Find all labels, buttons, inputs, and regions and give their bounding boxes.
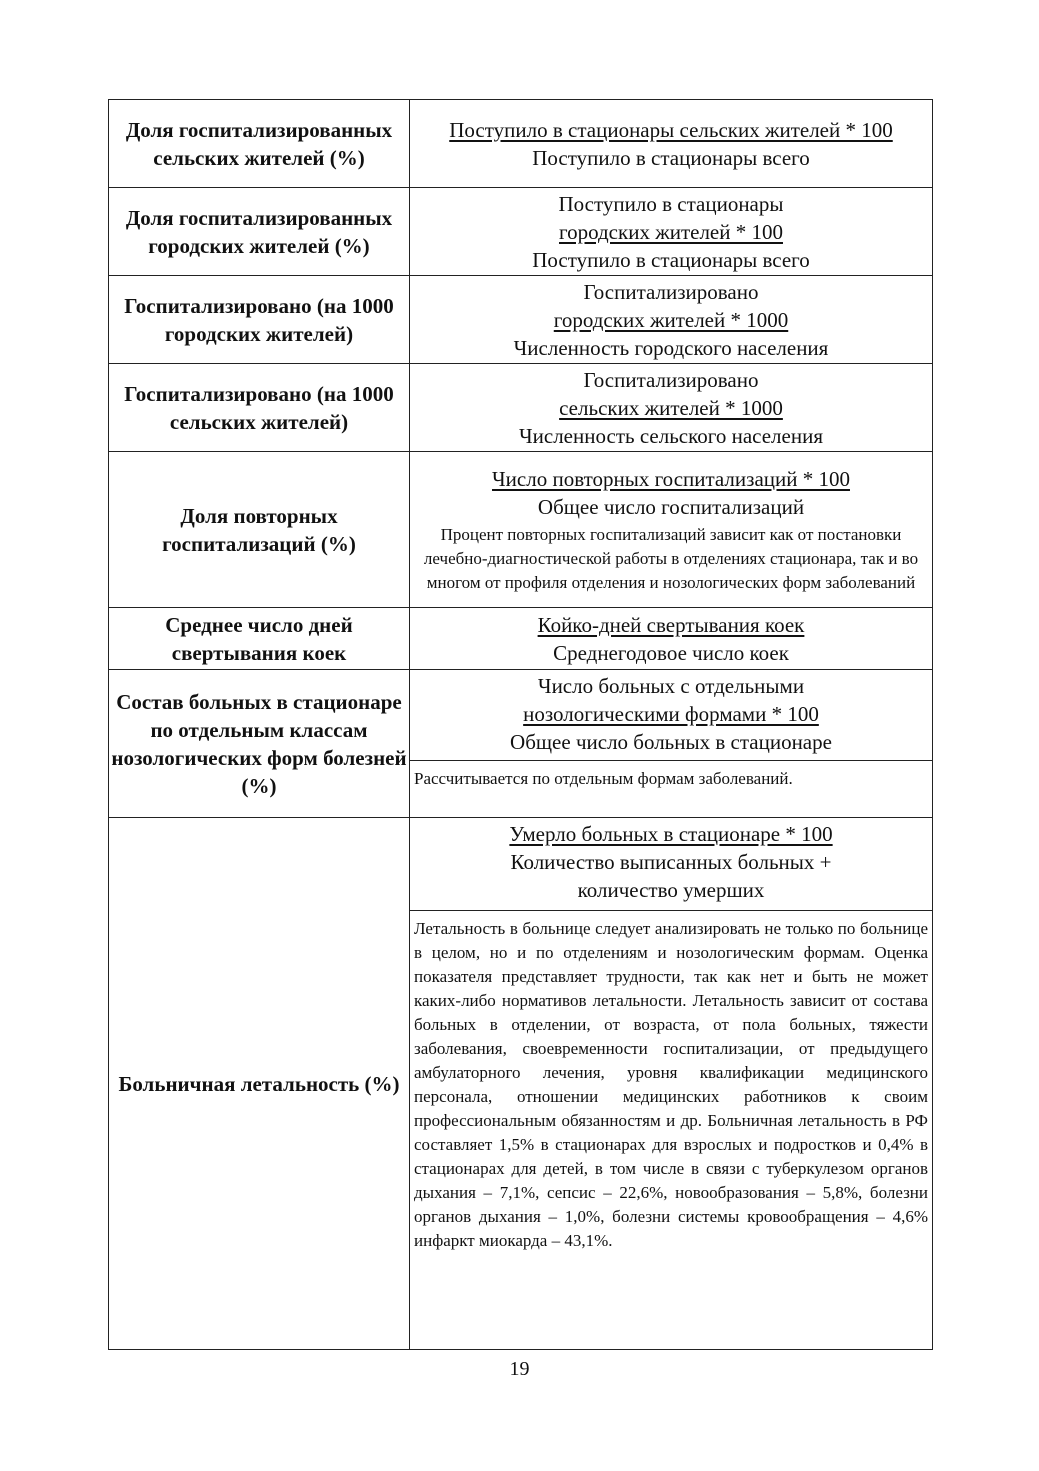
formula-numerator: Койко-дней свертывания коек: [537, 612, 805, 637]
table-row: [109, 364, 933, 452]
formula-cell: [410, 452, 933, 608]
formula-numerator: городских жителей * 1000: [553, 307, 789, 332]
formula-cell: [410, 276, 933, 364]
table-row: [109, 608, 933, 670]
indicators-table: [108, 99, 933, 1350]
formula-cell: [410, 364, 933, 452]
formula-pre: Госпитализировано: [583, 279, 759, 304]
formula-note: Процент повторных госпитализаций зависит как от постановки лечебно-диагностической работы в отделениях стационара, так и во многом от профиля отделения и нозологических форм заболеваний: [423, 524, 919, 592]
table-row: [109, 100, 933, 188]
formula-numerator: Число повторных госпитализаций * 100: [492, 466, 850, 491]
table-row: [109, 452, 933, 608]
formula-subnote: Рассчитывается по отдельным формам заболеваний.: [410, 760, 932, 807]
row-label: Госпитализировано (на 1000 городских жителей): [109, 276, 410, 364]
formula-numerator: сельских жителей * 1000: [559, 395, 783, 420]
formula-cell: [410, 188, 933, 276]
formula-subnote: Летальность в больнице следует анализировать не только по больнице в целом, но и по отделениям и нозологическим формам. Оценка показателя представляет трудности, так как нет и быть не может каких-либо нормативов летальности. Летальность зависит от состава больных в отделении, от возраста, от пола больных, тяжести заболевания, своевременности госпитализации, от предыдущего амбулаторного лечения, уровня квалификации медицинского персонала, отношении медицинских работников к своим профессиональным обязанностям и др. Больничная летальность в РФ составляет 1,5% в стационарах для взрослых и подростков и 0,4% в стационарах для детей, в том числе в связи с туберкулезом органов дыхания – 7,1%, сепсис – 22,6%, новообразования – 5,8%, болезни органов дыхания – 1,0%, болезни системы кровообращения – 4,6% инфаркт миокарда – 43,1%.: [410, 910, 932, 1263]
row-label: Доля госпитализированных городских жителей (%): [109, 188, 410, 276]
formula-denominator: Поступило в стационары всего: [532, 247, 810, 272]
formula-numerator: Умерло больных в стационаре * 100: [509, 822, 833, 846]
formula-pre: Госпитализировано: [583, 367, 759, 392]
formula-denominator: Общее число госпитализаций: [537, 494, 805, 519]
formula-cell: [410, 100, 933, 188]
formula-denominator: Поступило в стационары всего: [532, 145, 810, 170]
formula-cell: [410, 670, 933, 818]
formula-pre: Число больных с отдельными: [537, 674, 805, 698]
row-label: Доля госпитализированных сельских жителей (%): [109, 100, 410, 188]
formula-pre: Поступило в стационары: [558, 191, 784, 216]
row-label: Доля повторных госпитализаций (%): [109, 452, 410, 608]
formula-cell: [410, 608, 933, 670]
row-label: Больничная летальность (%): [109, 818, 410, 1350]
row-label: Госпитализировано (на 1000 сельских жителей): [109, 364, 410, 452]
page-number: 19: [509, 1358, 530, 1380]
formula-denominator: Численность городского населения: [513, 335, 829, 360]
table-row: [109, 818, 933, 1350]
row-label: Среднее число дней свертывания коек: [109, 608, 410, 670]
table-row: [109, 670, 933, 818]
formula-numerator: городских жителей * 100: [559, 219, 783, 244]
formula-numerator: Поступило в стационары сельских жителей * 100: [449, 117, 893, 142]
formula-numerator: нозологическими формами * 100: [523, 702, 819, 726]
table-row: [109, 276, 933, 364]
row-label: Состав больных в стационаре по отдельным классам нозологических форм болезней (%): [109, 670, 410, 818]
formula-cell: [410, 818, 933, 1350]
table-row: [109, 188, 933, 276]
formula-denominator: Численность сельского населения: [519, 423, 823, 448]
formula-denominator: Количество выписанных больных + количество умерших: [510, 850, 832, 902]
formula-denominator: Общее число больных в стационаре: [510, 730, 832, 754]
formula-denominator: Среднегодовое число коек: [553, 640, 789, 665]
